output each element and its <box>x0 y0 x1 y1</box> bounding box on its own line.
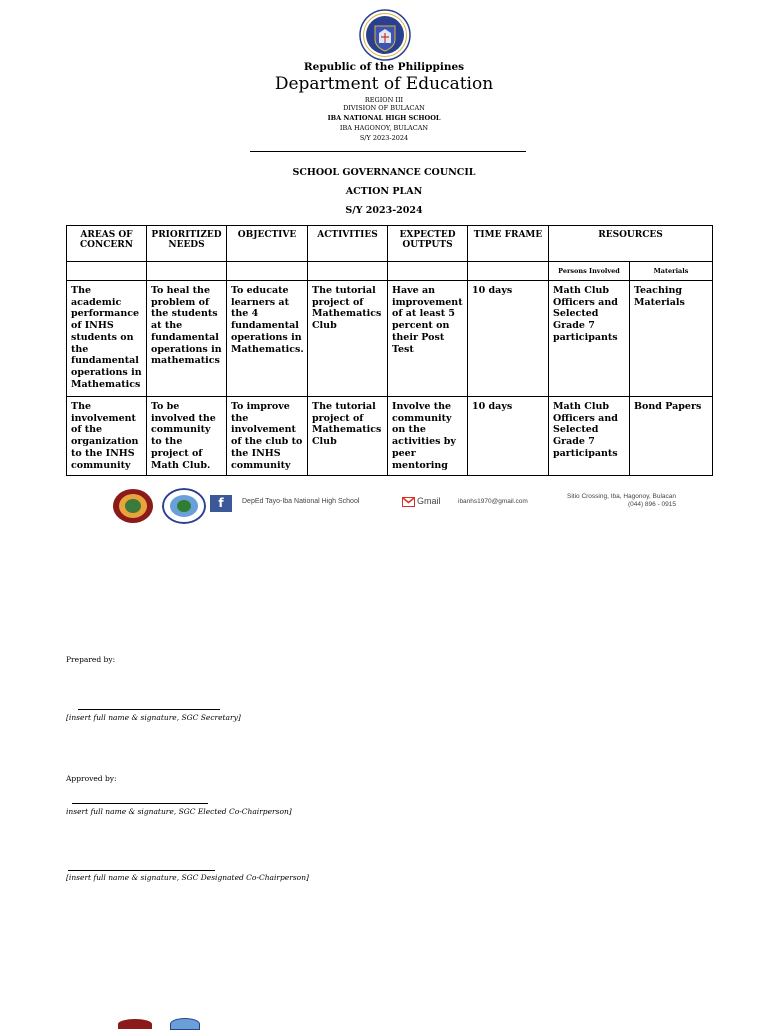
header-objective: OBJECTIVE <box>227 226 308 262</box>
table-cell: Teaching Materials <box>630 281 713 397</box>
table-cell: Bond Papers <box>630 397 713 476</box>
prepared-note: [insert full name & signature, SGC Secretary] <box>66 713 241 722</box>
email-text: ibanhs1970@gmail.com <box>458 498 528 505</box>
approved-signature-line-1 <box>72 803 208 804</box>
table-cell: 10 days <box>468 397 549 476</box>
plan-school-year: S/Y 2023-2024 <box>345 205 423 216</box>
department-title: Department of Education <box>274 74 494 94</box>
approved-label: Approved by: <box>66 774 117 783</box>
header-school-year: S/Y 2023-2024 <box>359 134 409 142</box>
plan-title: ACTION PLAN <box>345 186 423 197</box>
subheader-materials: Materials <box>630 262 713 281</box>
header-expected-outputs: EXPECTED OUTPUTS <box>388 226 468 262</box>
republic-line: Republic of the Philippines <box>303 61 465 73</box>
prepared-label: Prepared by: <box>66 655 116 664</box>
table-cell: Have an improvement of at least 5 percent on their Post Test <box>388 281 468 397</box>
empty-cell <box>67 262 147 281</box>
empty-cell <box>388 262 468 281</box>
table-cell: The tutorial project of Mathematics Club <box>308 397 388 476</box>
subheader-persons-involved: Persons Involved <box>549 262 630 281</box>
school-address: IBA HAGONOY, BULACAN <box>339 124 429 132</box>
gmail-label: Gmail <box>417 496 441 506</box>
header-activities: ACTIVITIES <box>308 226 388 262</box>
table-cell: To heal the problem of the students at the fundamental operations in mathematics <box>147 281 227 397</box>
table-cell: The academic performance of INHS students on the fundamental operations in Mathematics <box>67 281 147 397</box>
school-seal-logo <box>118 1019 152 1029</box>
region-line: REGION III <box>364 96 404 104</box>
header-divider <box>250 151 526 152</box>
table-cell: To improve the involvement of the club to the INHS community <box>227 397 308 476</box>
address-line1: Sitio Crossing, Iba, Hagonoy, Bulacan <box>567 493 676 500</box>
header-resources: RESOURCES <box>549 226 713 262</box>
prepared-signature-line <box>78 709 220 710</box>
table-row <box>67 397 713 476</box>
address-line2: (044) 896 - 0915 <box>627 501 676 508</box>
approved-signature-line-2 <box>68 870 215 871</box>
table-cell: 10 days <box>468 281 549 397</box>
facebook-page-text: DepEd Tayo-Iba National High School <box>242 498 360 505</box>
school-name: IBA NATIONAL HIGH SCHOOL <box>327 114 441 122</box>
header-time-frame: TIME FRAME <box>468 226 549 262</box>
action-plan-table <box>66 225 713 476</box>
table-cell: Math Club Officers and Selected Grade 7 participants <box>549 397 630 476</box>
table-cell: Math Club Officers and Selected Grade 7 participants <box>549 281 630 397</box>
division-seal-logo <box>170 1018 200 1030</box>
header-prioritized-needs: PRIORITIZED NEEDS <box>147 226 227 262</box>
approved-note-1: insert full name & signature, SGC Elected Co-Chairperson] <box>66 807 292 816</box>
approved-note-2: [insert full name & signature, SGC Designated Co-Chairperson] <box>66 873 309 882</box>
table-header-row <box>67 226 713 262</box>
table-cell: The tutorial project of Mathematics Club <box>308 281 388 397</box>
school-seal-logo <box>112 488 154 524</box>
table-cell: Involve the community on the activities by peer mentoring <box>388 397 468 476</box>
empty-cell <box>147 262 227 281</box>
header-areas-of-concern: AREAS OF CONCERN <box>67 226 147 262</box>
facebook-icon: f <box>210 495 232 512</box>
table-row <box>67 281 713 397</box>
council-title: SCHOOL GOVERNANCE COUNCIL <box>292 167 476 178</box>
deped-seal-logo <box>359 9 411 61</box>
table-cell: To educate learners at the 4 fundamental operations in Mathematics. <box>227 281 308 397</box>
empty-cell <box>227 262 308 281</box>
division-seal-logo <box>162 488 206 524</box>
empty-cell <box>308 262 388 281</box>
gmail-icon <box>402 497 415 507</box>
division-line: DIVISION OF BULACAN <box>343 104 425 112</box>
table-subheader-row <box>67 262 713 281</box>
empty-cell <box>468 262 549 281</box>
table-cell: The involvement of the organization to the INHS community <box>67 397 147 476</box>
footer-contact-strip <box>112 488 712 524</box>
table-cell: To be involved the community to the project of Math Club. <box>147 397 227 476</box>
